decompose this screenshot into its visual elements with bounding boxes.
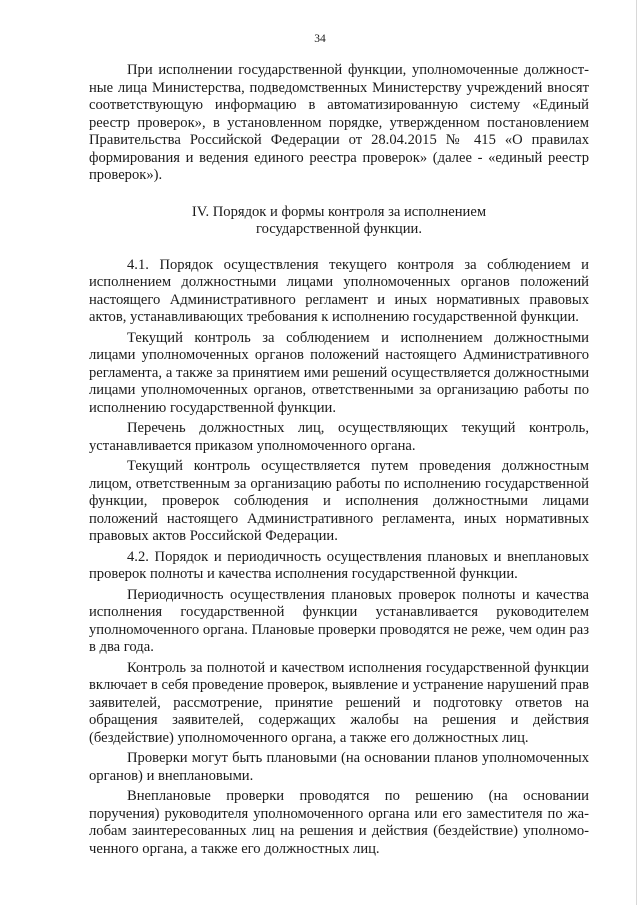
section-heading (89, 204, 589, 239)
section-heading-line-2: государственной функции. (255, 221, 423, 237)
paragraph-control-method: Текущий контроль осуществляется путем проведения должностным лицом, ответственным за организацию работы по исполнению государственной функции, проверок соблюдения и исполнения должностными лицами положений настоящего Административного регламента, иных нормативных правовых актов Российской Федерации. (89, 458, 589, 544)
section-heading-line-1: IV. Порядок и формы контроля за исполнением (191, 203, 487, 220)
paragraph-4-2: 4.2. Порядок и периодичность осуществления плановых и внеплановых проверок полноты и качества исполнения государственной функции. (89, 548, 589, 582)
paragraph-periodicity: Периодичность осуществления плановых проверок полноты и качества исполнения государственной функции устанавливается руководителем уполномоченного органа. Плановые проверки проводятся не реже, чем один раз в два года. (89, 586, 589, 655)
page-number: 34 (314, 33, 326, 45)
paragraph-inspection-types: Проверки могут быть плановыми (на основании планов уполномоченных органов) и внеплановыми. (89, 750, 589, 784)
scan-edge-line (636, 0, 637, 905)
paragraph-officials-list: Перечень должностных лиц, осуществляющих текущий контроль, устанавливается приказом уполномоченного органа. (89, 420, 589, 454)
paragraph-current-control: Текущий контроль за соблюдением и исполнением должностными лицами уполномоченных органов положений настоящего Административного регламента, а также за принятием ими решений осуществляется должностными лицами уполномоченных органов, ответственными за организацию работы по исполнению государственной функции. (89, 329, 589, 416)
paragraph-unscheduled-inspections: Внеплановые проверки проводятся по решению (на основании поручения) руководителя уполномоченного органа или его заместителя по жалобам заинтересованных лиц на решения и действия (бездействие) уполномоченного органа, а также его должностных лиц. (89, 788, 589, 857)
paragraph-quality-control: Контроль за полнотой и качеством исполнения государственной функции включает в себя проведение проверок, выявление и устранение нарушений прав заявителей, рассмотрение, принятие решений и подготовку ответов на обращения заявителей, содержащих жалобы на решения и действия (бездействие) уполномоченного органа, а также его должностных лиц. (89, 659, 589, 746)
paragraph-4-1: 4.1. Порядок осуществления текущего контроля за соблюдением и исполнением должностными лицами уполномоченных органов положений настоящего Административного регламент и иных нормативных правовых актов, устанавливающих требования к исполнению государственной функции. (89, 256, 589, 325)
document-body (89, 62, 589, 858)
intro-paragraph: При исполнении государственной функции, уполномоченные должностные лица Министерства, подведомственных Министерству учреждений вносят соответствующую информацию в автоматизированную систему «Единый реестр проверок», в установленном порядке, утвержденном постановлением Правительства Российской Федерации от 28.04.2015 № 415 «О правилах формирования и ведения единого реестра проверок» (далее - «единый реестр проверок»). (89, 62, 589, 183)
